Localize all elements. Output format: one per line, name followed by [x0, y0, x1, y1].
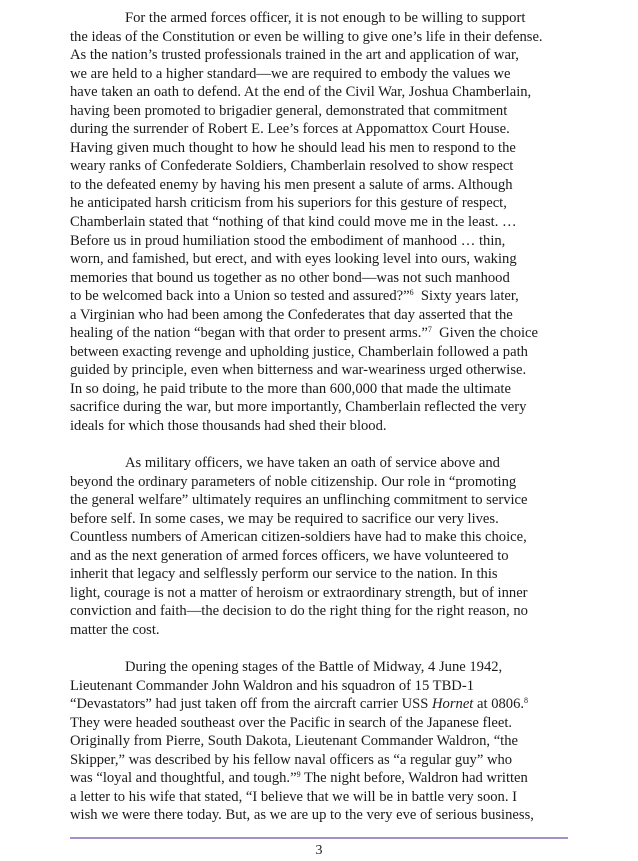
text-line: inherit that legacy and selflessly perform our service to the nation. In this: [70, 566, 498, 583]
text-line: Lieutenant Commander John Waldron and his squadron of 15 TBD-1: [70, 677, 475, 694]
text-run: The night before, Waldron had written: [300, 770, 528, 787]
text-line: matter the cost.: [70, 622, 160, 638]
paragraph-chamberlain: [70, 9, 570, 436]
text-run: to be welcomed back into a Union so tested and assured?”: [70, 288, 410, 305]
text-line: Countless numbers of American citizen-soldiers have had to make this choice,: [70, 529, 527, 546]
text-line: memories that bound us together as no other bond—was not such manhood: [70, 269, 510, 286]
text-line: [70, 324, 570, 343]
text-run: Sixty years later,: [413, 288, 519, 305]
text-line: the general welfare” ultimately requires an unflinching commitment to service: [70, 492, 528, 509]
text-line: sacrifice during the war, but more importantly, Chamberlain reflected the very: [70, 399, 527, 416]
body-text: [70, 9, 570, 825]
text-line: guided by principle, even when bitterness and war-weariness urged otherwise.: [70, 362, 527, 379]
text-run: at 0806.: [473, 696, 525, 713]
text-line: light, courage is not a matter of heroism or extraordinary strength, but of inner: [70, 584, 528, 601]
text-line: beyond the ordinary parameters of noble citizenship. Our role in “promoting: [70, 473, 517, 490]
text-line: wish we were there today. But, as we are up to the very eve of serious business,: [70, 807, 534, 824]
text-line: and as the next generation of armed forces officers, we have volunteered to: [70, 547, 509, 564]
text-line: he anticipated harsh criticism from his superiors for this gesture of respect,: [70, 195, 507, 212]
text-line: having been promoted to brigadier general, demonstrated that commitment: [70, 102, 508, 119]
text-line: the ideas of the Constitution or even be willing to give one’s life in their defense.: [70, 28, 543, 45]
footer-rule: [70, 837, 568, 839]
text-line: [70, 769, 570, 788]
text-line: [70, 287, 570, 306]
text-line: conviction and faith—the decision to do the right thing for the right reason, no: [70, 603, 528, 620]
text-line: have taken an oath to defend. At the end of the Civil War, Joshua Chamberlain,: [70, 84, 532, 101]
footnote-ref-8: 8: [524, 696, 529, 706]
ship-name-italic: Hornet: [432, 696, 474, 713]
text-run: Given the choice: [431, 325, 539, 342]
text-line: Originally from Pierre, South Dakota, Lieutenant Commander Waldron, “the: [70, 733, 519, 750]
paragraph-midway: [70, 658, 570, 825]
text-line: [70, 695, 570, 714]
text-line: a Virginian who had been among the Confederates that day asserted that the: [70, 306, 513, 323]
text-run: “Devastators” had just taken off from the aircraft carrier USS: [70, 696, 433, 713]
text-line: during the surrender of Robert E. Lee’s forces at Appomattox Court House.: [70, 121, 510, 138]
text-line: Having given much thought to how he should lead his men to respond to the: [70, 139, 516, 156]
text-line: They were headed southeast over the Pacific in search of the Japanese fleet.: [70, 714, 513, 731]
text-line: before self. In some cases, we may be required to sacrifice our very lives.: [70, 510, 499, 527]
text-line: between exacting revenge and upholding justice, Chamberlain followed a path: [70, 343, 528, 360]
text-line: During the opening stages of the Battle of Midway, 4 June 1942,: [125, 659, 503, 676]
text-line: As the nation’s trusted professionals trained in the art and application of war,: [70, 47, 519, 64]
text-line: a letter to his wife that stated, “I believe that we will be in battle very soon. I: [70, 788, 517, 805]
paragraph-oath: [70, 454, 570, 639]
text-line: As military officers, we have taken an oath of service above and: [125, 455, 500, 472]
text-line: Before us in proud humiliation stood the embodiment of manhood … thin,: [70, 232, 506, 249]
text-line: Chamberlain stated that “nothing of that kind could move me in the least. …: [70, 214, 517, 231]
text-run: healing of the nation “began with that order to present arms.”: [70, 325, 428, 342]
text-run: was “loyal and thoughtful, and tough.”: [70, 770, 297, 787]
text-line: worn, and famished, but erect, and with eyes looking level into ours, waking: [70, 251, 517, 268]
text-line: Skipper,” was described by his fellow naval officers as “a regular guy” who: [70, 751, 513, 768]
text-line: ideals for which those thousands had shed their blood.: [70, 418, 387, 435]
text-line: In so doing, he paid tribute to the more than 600,000 that made the ultimate: [70, 380, 511, 397]
text-line: For the armed forces officer, it is not enough to be willing to support: [125, 10, 526, 26]
footnote-ref-7: 7: [427, 325, 432, 335]
text-line: weary ranks of Confederate Soldiers, Chamberlain resolved to show respect: [70, 158, 514, 175]
footnote-ref-6: 6: [409, 288, 414, 298]
text-line: to the defeated enemy by having his men present a salute of arms. Although: [70, 176, 513, 193]
footnote-ref-9: 9: [296, 770, 301, 780]
page-number: 3: [315, 843, 323, 858]
text-line: we are held to a higher standard—we are required to embody the values we: [70, 65, 511, 82]
